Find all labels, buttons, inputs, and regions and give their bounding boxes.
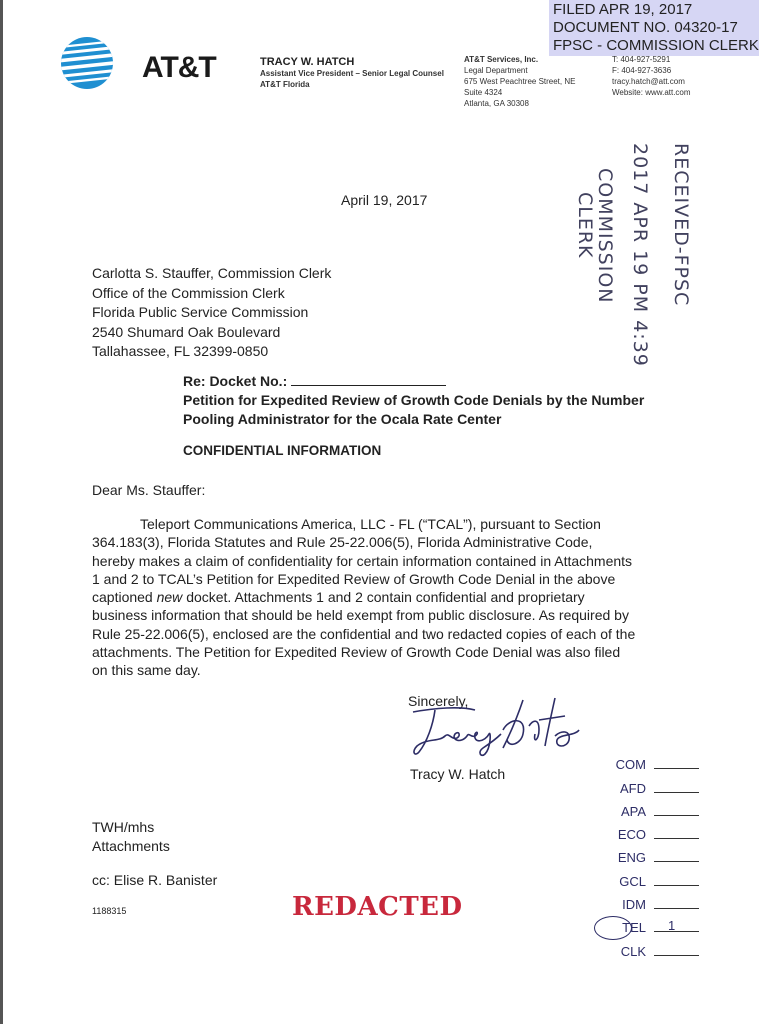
- document-number: DOCUMENT NO. 04320-17: [553, 19, 738, 36]
- commission-clerk: FPSC - COMMISSION CLERK: [553, 37, 759, 54]
- received-stamp-line3: COMMISSION: [594, 168, 616, 304]
- distribution-row: ECO: [596, 826, 699, 844]
- enclosures: Attachments: [92, 838, 170, 854]
- suite: Suite 4324: [464, 88, 503, 97]
- recipient-line: Office of the Commission Clerk: [92, 284, 285, 301]
- street: 675 West Peachtree Street, NE: [464, 77, 576, 86]
- received-stamp-line2: 2017 APR 19 PM 4:39: [629, 143, 651, 367]
- recipient-line: Carlotta S. Stauffer, Commission Clerk: [92, 265, 332, 281]
- letter-body: [92, 515, 692, 680]
- redacted-stamp: REDACTED: [292, 892, 463, 922]
- body-line5-prefix: captioned: [92, 589, 157, 606]
- company-name: AT&T Services, Inc.: [464, 55, 539, 64]
- recipient-line: 2540 Shumard Oak Boulevard: [92, 323, 281, 340]
- handwritten-signature-icon: [405, 690, 585, 770]
- docket-blank: [291, 374, 446, 386]
- signer-name: Tracy W. Hatch: [410, 766, 506, 782]
- letterhead-author: [260, 56, 444, 90]
- distribution-row: TEL 1: [596, 919, 699, 937]
- subject-line2: Pooling Administrator for the Ocala Rate Center: [183, 411, 502, 427]
- fax: F: 404-927-3636: [612, 66, 672, 75]
- initials-block: [92, 818, 170, 856]
- body-line: 1 and 2 to TCAL’s Petition for Expedited Review of Growth Code Denial in the above: [92, 570, 616, 587]
- received-stamp-line4: CLERK: [574, 192, 596, 259]
- email-link[interactable]: tracy.hatch@att.com: [612, 77, 685, 86]
- filed-date: FILED APR 19, 2017: [553, 1, 693, 18]
- received-stamp-line1: RECEIVED-FPSC: [670, 143, 692, 307]
- distribution-row: IDM: [596, 896, 699, 914]
- distribution-row: APA: [596, 803, 699, 821]
- distribution-row: ENG: [596, 849, 699, 867]
- author-org: AT&T Florida: [260, 80, 310, 89]
- circle-mark-icon: [594, 916, 632, 940]
- letter-date: April 19, 2017: [341, 192, 428, 208]
- att-globe-logo-icon: [60, 36, 114, 90]
- att-wordmark: AT&T: [142, 51, 216, 84]
- cc-line: cc: Elise R. Banister: [92, 872, 218, 888]
- website-link[interactable]: Website: www.att.com: [612, 88, 691, 97]
- body-line: business information that should be held exempt from public disclosure. As required by: [92, 607, 629, 624]
- department: Legal Department: [464, 66, 528, 75]
- re-block: [183, 372, 644, 429]
- document-id: 1188315: [92, 906, 127, 916]
- author-title: Assistant Vice President – Senior Legal Counsel: [260, 69, 444, 78]
- distribution-row: AFD: [596, 780, 699, 798]
- body-line5-italic: new: [156, 589, 183, 606]
- body-line: Teleport Communications America, LLC - FL (“TCAL”), pursuant to Section: [140, 516, 601, 532]
- letterhead-address: [464, 54, 575, 109]
- body-line: Rule 25-22.006(5), enclosed are the confidential and two redacted copies of each of the: [92, 625, 636, 642]
- confidential-heading: CONFIDENTIAL INFORMATION: [183, 443, 382, 458]
- phone: T: 404-927-5291: [612, 55, 671, 64]
- distribution-row: CLK: [596, 943, 699, 961]
- body-line: captioned new docket. Attachments 1 and 2 contain confidential and proprietary: [92, 589, 585, 606]
- body-line: attachments. The Petition for Expedited Review of Growth Code Denial was also filed: [92, 644, 621, 661]
- salutation: Dear Ms. Stauffer:: [92, 482, 206, 498]
- body-line: on this same day.: [92, 662, 201, 679]
- author-name: TRACY W. HATCH: [260, 56, 355, 68]
- recipient-address: [92, 264, 331, 362]
- docket-line: [183, 372, 644, 391]
- initials: TWH/mhs: [92, 819, 155, 835]
- distribution-row: COM: [596, 756, 699, 774]
- letterhead-contact: [612, 54, 691, 98]
- body-line: 364.183(3), Florida Statutes and Rule 25-22.006(5), Florida Administrative Code,: [92, 534, 593, 551]
- body-line: hereby makes a claim of confidentiality for certain information contained in Attachments: [92, 552, 633, 569]
- closing: Sincerely,: [408, 693, 469, 709]
- distribution-row: GCL: [596, 873, 699, 891]
- page-left-border: [0, 0, 3, 1024]
- re-label: Re: Docket No.:: [183, 373, 288, 389]
- city: Atlanta, GA 30308: [464, 99, 529, 108]
- recipient-line: Tallahassee, FL 32399-0850: [92, 343, 269, 359]
- filed-stamp: [549, 0, 759, 56]
- subject-line1: Petition for Expedited Review of Growth Code Denials by the Number: [183, 392, 645, 408]
- recipient-line: Florida Public Service Commission: [92, 304, 309, 320]
